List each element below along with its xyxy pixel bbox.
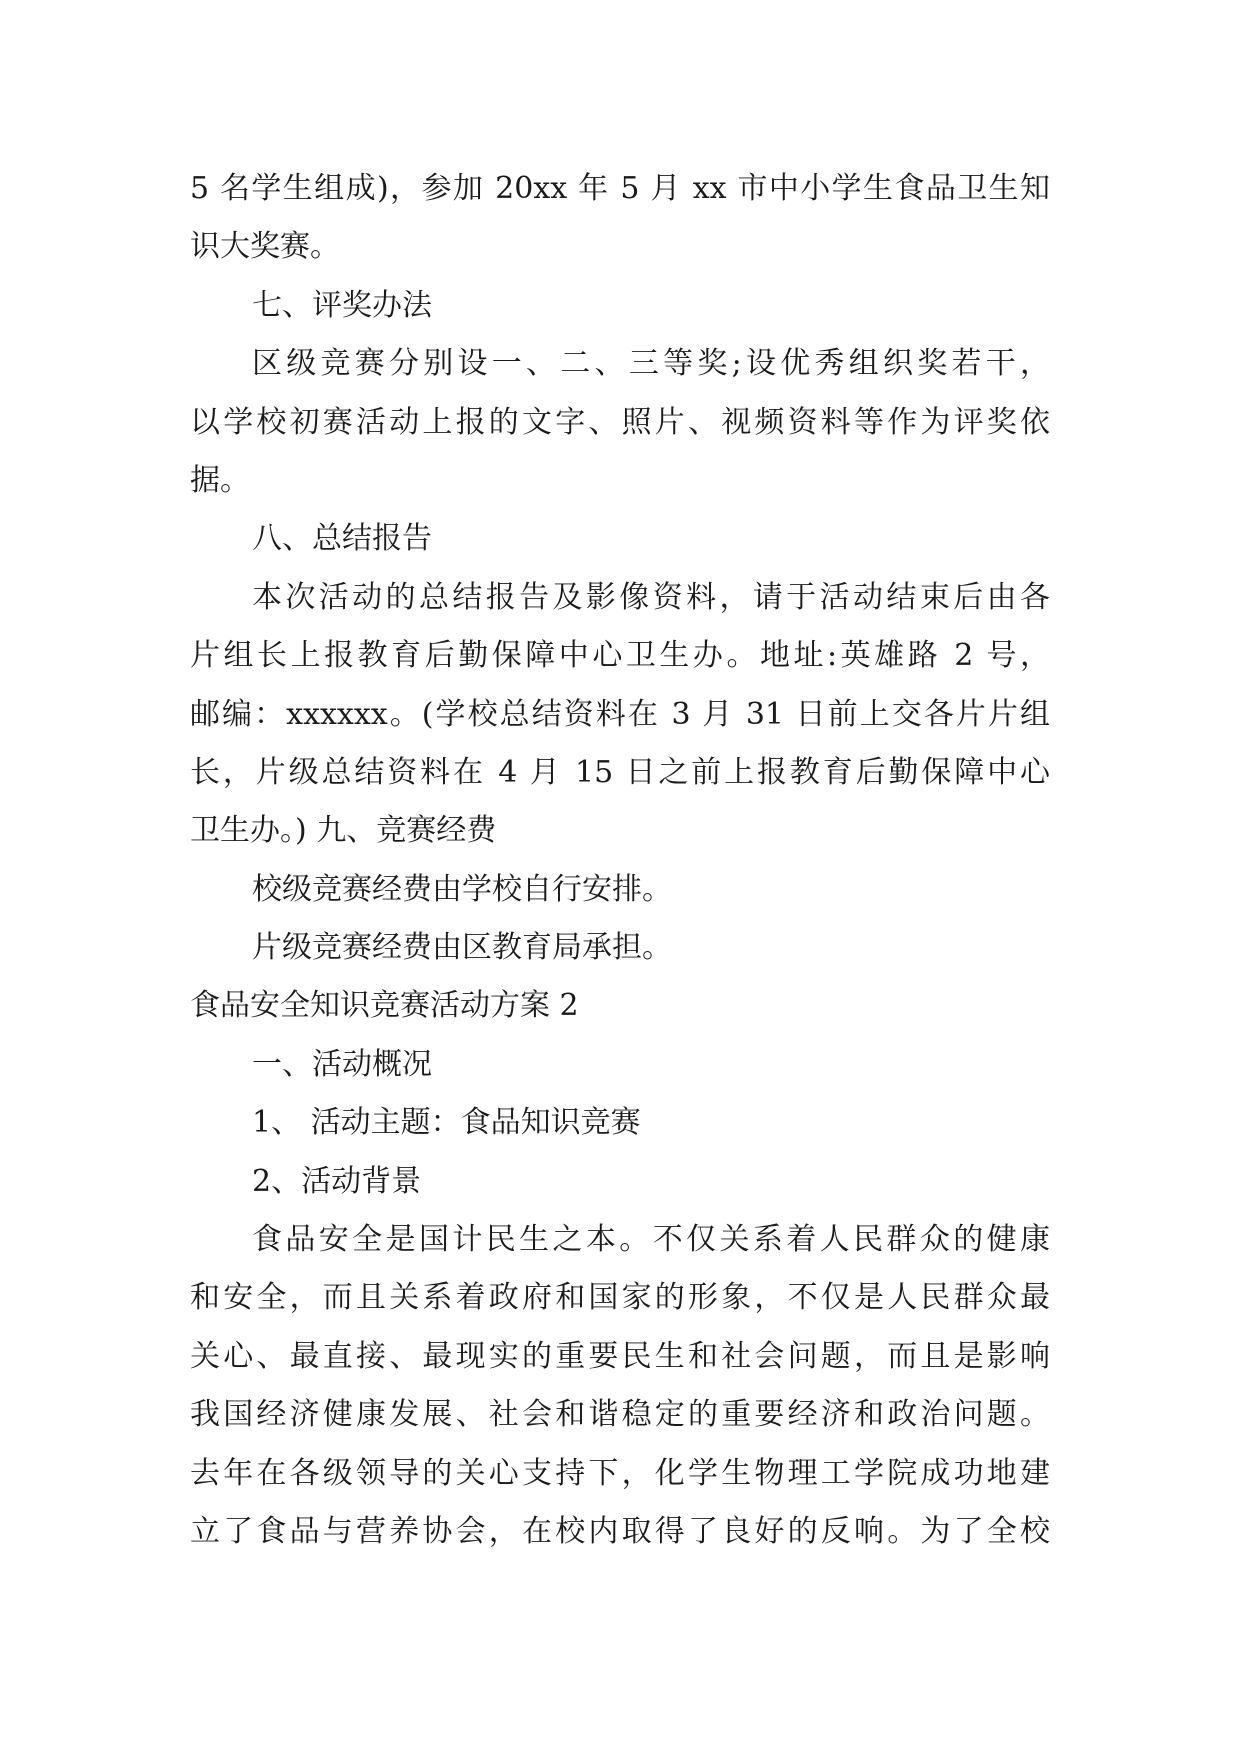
- section-heading: 七、评奖办法: [252, 287, 432, 323]
- paragraph-line: 识大奖赛。: [190, 229, 340, 265]
- subsection-heading: 1、 活动主题：食品知识竞赛: [252, 1105, 641, 1141]
- document-title: 食品安全知识竞赛活动方案 2: [190, 988, 579, 1024]
- paragraph-line: 长，片级总结资料在 4 月 15 日之前上报教育后勤保障中心: [190, 754, 1050, 790]
- paragraph-line: 关心、最直接、最现实的重要民生和社会问题，而且是影响: [190, 1338, 1050, 1374]
- document-body: [190, 160, 1050, 1561]
- paragraph-line: 本次活动的总结报告及影像资料，请于活动结束后由各: [252, 579, 1050, 615]
- paragraph-line: 和安全，而且关系着政府和国家的形象，不仅是人民群众最: [190, 1280, 1050, 1316]
- paragraph-line: 片组长上报教育后勤保障中心卫生办。地址:英雄路 2 号，: [190, 638, 1050, 674]
- paragraph-line: 5 名学生组成)，参加 20xx 年 5 月 xx 市中小学生食品卫生知: [190, 171, 1050, 206]
- paragraph-line: 据。: [190, 462, 250, 498]
- section-heading: 八、总结报告: [252, 521, 432, 557]
- paragraph-line: 食品安全是国计民生之本。不仅关系着人民群众的健康: [252, 1222, 1050, 1258]
- paragraph-line: 去年在各级领导的关心支持下，化学生物理工学院成功地建: [190, 1455, 1050, 1491]
- subsection-heading: 2、活动背景: [252, 1163, 422, 1199]
- paragraph-line: 片级竞赛经费由区教育局承担。: [252, 930, 672, 966]
- paragraph-line: 我国经济健康发展、社会和谐稳定的重要经济和政治问题。: [190, 1397, 1050, 1433]
- paragraph-line: 区级竞赛分别设一、二、三等奖;设优秀组织奖若干，: [252, 346, 1050, 382]
- paragraph-line: 卫生办。) 九、竞赛经费: [190, 813, 497, 849]
- paragraph-line: 以学校初赛活动上报的文字、照片、视频资料等作为评奖依: [190, 404, 1050, 440]
- paragraph-line: 邮编：xxxxxx。(学校总结资料在 3 月 31 日前上交各片片组: [190, 696, 1050, 732]
- paragraph-line: 立了食品与营养协会，在校内取得了良好的反响。为了全校: [190, 1513, 1050, 1549]
- section-heading: 一、活动概况: [252, 1046, 432, 1082]
- paragraph-line: 校级竞赛经费由学校自行安排。: [252, 871, 672, 907]
